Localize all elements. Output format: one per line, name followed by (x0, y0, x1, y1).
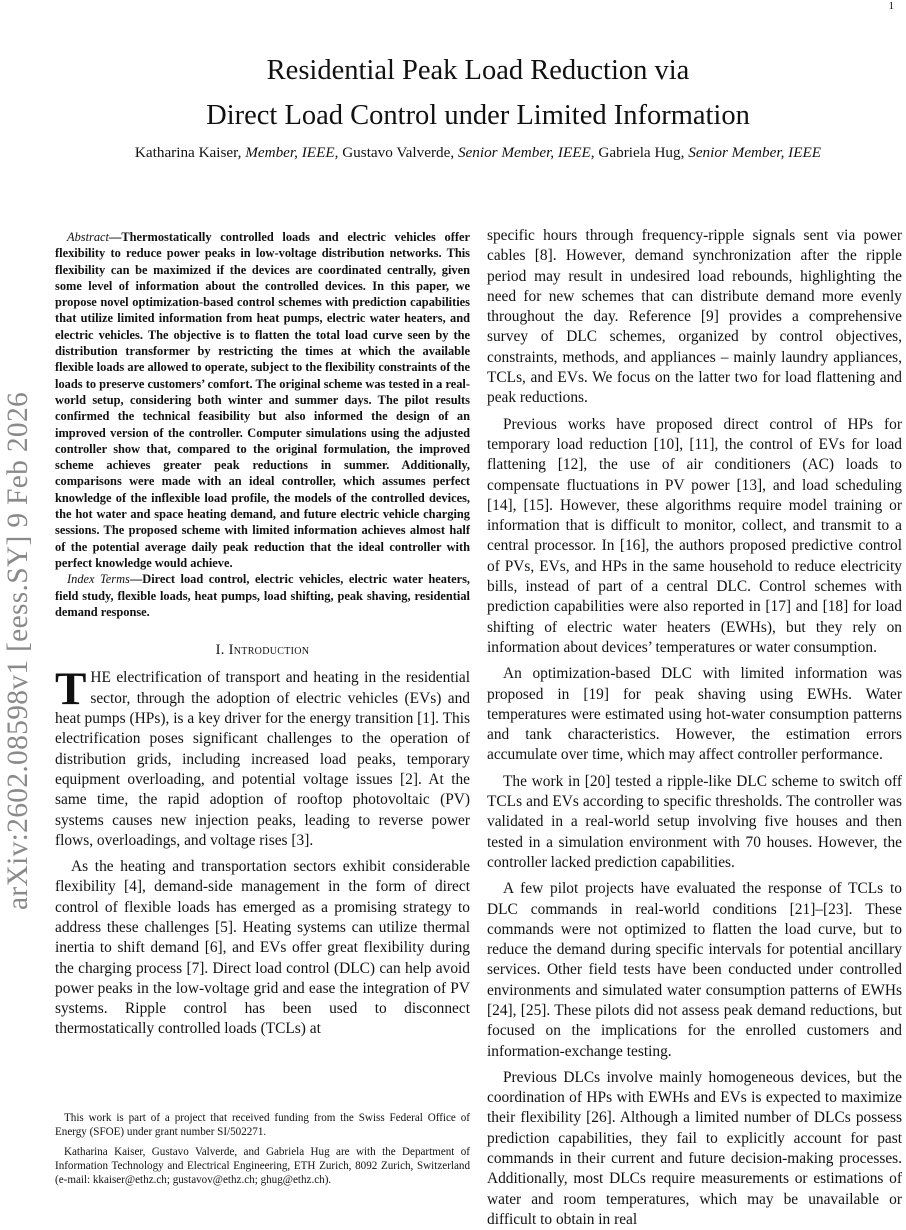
right-paragraph-5: A few pilot projects have evaluated the response of TCLs to DLC commands in real-world conditions [21]–[23]. These commands were not optimized to flatten the load curve, but to reduce the demand during specific intervals for potential ancillary services. Other field tests have been conducted under controlled environments and simulated water consumption patterns of EWHs [24], [25]. These pilots did not assess peak demand reductions, but focused on the implications for the enrolled customers and information-exchange testing. (487, 880, 902, 1060)
author-list (40, 144, 906, 162)
page-number: 1 (888, 0, 894, 12)
left-column (55, 229, 470, 1040)
index-terms-label: Index Terms (67, 572, 130, 587)
paper-title-line-1: Residential Peak Load Reduction via (266, 55, 690, 86)
intro-paragraph-1 (55, 663, 470, 851)
author-3-role: Senior Member, IEEE (688, 144, 822, 161)
right-paragraph-2: Previous works have proposed direct control of HPs for temporary load reduction [10], [11], the control of EVs for load flattening [12], the use of air conditioners (AC) loads to compensate fluctuations in PV power [13], and load scheduling [14], [15]. However, these algorithms require model training or information that is difficult to monitor, collect, and transmit to a central processor. In [16], the authors proposed predictive control of PVs, EVs, and HPs in the same household to reduce electricity bills, instead of part of a central DLC. Control schemes with prediction capabilities were also reported in [17] and [18] for load shifting of electric water heaters (EWHs), but they rely on information about devices’ temperatures or water consumption. (487, 415, 902, 656)
intro-paragraph-1-text: HE electrification of transport and heating in the residential sector, through the adoption of electric vehicles (EVs) and heat pumps (HPs), is a key driver for the energy transition [1]. This electrification poses significant challenges to the operation of distribution grids, including increased load peaks, temporary equipment overloading, and potential voltage issues [2]. At the same time, the rapid adoption of rooftop photovoltaic (PV) systems causes new injection peaks, leading to reverse power flows, overloadings, and voltage rises [3]. (55, 669, 470, 849)
right-paragraph-4: The work in [20] tested a ripple-like DLC scheme to switch off TCLs and EVs according to specific thresholds. The controller was validated in a real-world setup involving five houses and then tested in a simulation environment with 70 houses. However, the controller lacked prediction capabilities. (487, 772, 902, 871)
right-paragraph-6: Previous DLCs involve mainly homogeneous devices, but the coordination of HPs with EWHs and EVs is expected to maximize their flexibility [26]. Although a limited number of DLCs possess prediction capabilities, they fail to explicitly account for past commands in their current and future decision-making processes. Additionally, most DLCs require measurements or estimations of water and room temperatures, which may be unavailable or difficult to obtain in real (487, 1068, 902, 1228)
arxiv-identifier-stamp: arXiv:2602.08598v1 [eess.SY] 9 Feb 2026 (2, 391, 34, 910)
section-numeral: I. (215, 642, 229, 659)
drop-cap: T (55, 663, 87, 716)
abstract-label: Abstract (67, 230, 109, 244)
author-2-role: Senior Member, IEEE (457, 144, 591, 161)
footnote-funding: This work is part of a project that received funding from the Swiss Federal Office of Energy (SFOE) under grant number SI/502271. (55, 1112, 470, 1139)
right-paragraph-3: An optimization-based DLC with limited information was proposed in [19] for peak shaving using EWHs. Water temperatures were estimated using hot-water consumption patterns and tank characteristics. However, the estimation errors accumulate over time, which may affect controller performance. (487, 665, 902, 764)
author-2-name: , Gustavo Valverde, (334, 144, 458, 161)
section-title: Introduction (228, 642, 310, 659)
right-paragraph-1: specific hours through frequency-ripple signals sent via power cables [8]. However, demand synchronization after the ripple period may result in undesired load rebounds, highlighting the need for new schemes that can distribute demand more evenly throughout the day. Reference [9] provides a comprehensive survey of DLC schemes, organized by control objectives, constraints, methods, and appliances – mainly laundry appliances, TCLs, and EVs. We focus on the latter two for load flattening and peak reductions. (487, 227, 902, 407)
paper-title-line-2: Direct Load Control under Limited Information (206, 100, 750, 131)
author-1-name: Katharina Kaiser, (134, 144, 246, 161)
author-3-name: , Gabriela Hug, (590, 144, 689, 161)
right-column (487, 226, 902, 1230)
author-1-role: Member, IEEE (245, 144, 335, 161)
footnotes (55, 1111, 470, 1187)
abstract-text: —Thermostatically controlled loads and electric vehicles offer flexibility to reduce power peaks in low-voltage distribution networks. This flexibility can be maximized if the devices are coordinated centrally, given some level of information about the controlled devices. In this paper, we propose novel optimization-based control schemes with prediction capabilities that utilize limited information from heat pumps, electric water heaters, and electric vehicles. The objective is to flatten the total load curve seen by the distribution transformer by restricting the times at which the available flexible loads are allowed to operate, subject to the flexibility constraints of the loads to preserve customers’ comfort. The original scheme was tested in a real-world setup, considering both winter and summer days. The pilot results confirmed the technical feasibility but also informed the design of an improved version of the controller. Computer simulations using the adjusted controller show that, compared to the original formulation, the improved scheme achieves greater peak reductions in summer. Additionally, comparisons were made with an ideal controller, which assumes perfect knowledge of the inflexible load profile, the models of the controlled devices, the hot water and space heating demand, and future electric vehicle charging sessions. The proposed scheme with limited information achieves almost half of the potential average daily peak reduction that the ideal controller with perfect knowledge would achieve. (55, 230, 470, 570)
index-terms (55, 571, 470, 620)
abstract (55, 229, 470, 571)
index-terms-text: —Direct load control, electric vehicles, electric water heaters, field study, flexible loads, heat pumps, load shifting, peak shaving, residential demand response. (55, 572, 470, 619)
intro-paragraph-2: As the heating and transportation sectors exhibit considerable flexibility [4], demand-side management in the form of direct control of flexible loads has emerged as a promising strategy to address these challenges [5]. Heating systems can utilize thermal inertia to shift demand [6], and EVs offer great flexibility during the charging process [7]. Direct load control (DLC) can help avoid power peaks in the low-voltage grid and ease the integration of PV systems. Ripple control has been used to disconnect thermostatically controlled loads (TCLs) at (55, 858, 470, 1038)
footnote-affiliations: Katharina Kaiser, Gustavo Valverde, and Gabriela Hug are with the Department of Information Technology and Electrical Engineering, ETH Zurich, 8092 Zurich, Switzerland (e-mail: kkaiser@ethz.ch; gustavov@ethz.ch; ghug@ethz.ch). (55, 1145, 470, 1187)
section-heading-introduction (55, 640, 470, 660)
